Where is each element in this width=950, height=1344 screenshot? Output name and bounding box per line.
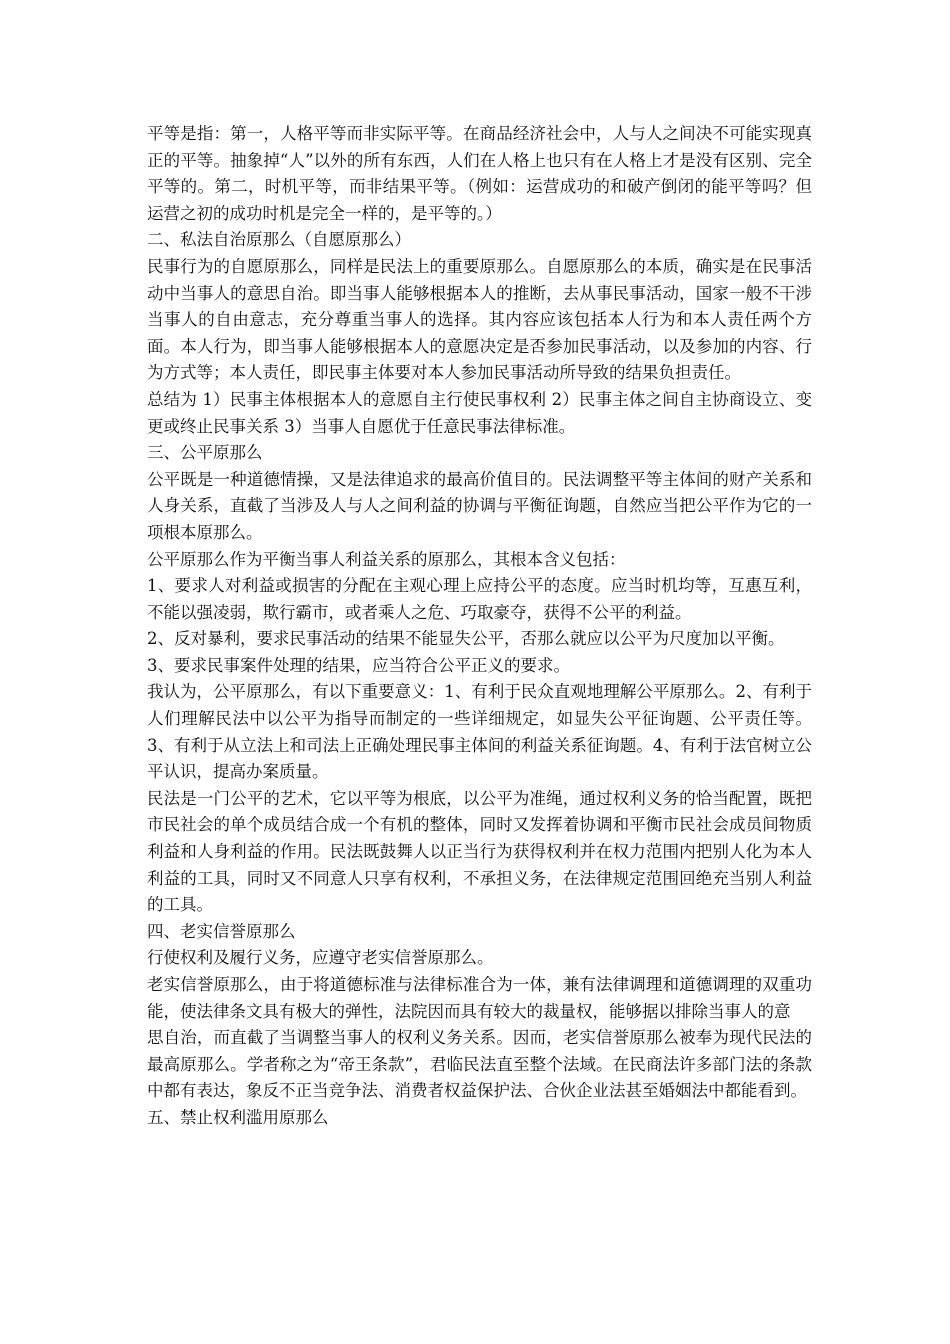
paragraph-fairness-meaning-intro: 公平原那么作为平衡当事人利益关系的原那么，其根本含义包括：: [147, 549, 626, 569]
paragraph-good-faith-rule: 行使权利及履行义务，应遵守老实信誉原那么。: [147, 948, 494, 968]
paragraph-voluntary-principle: 民事行为的自愿原那么，同样是民法上的重要原那么。自愿原那么的本质，确实是在民事活动中当事人的意思自治。即当事人能够根据本人的推断，去从事民事活动，国家一般不干涉当事人的自由意志，充分尊重当事人的选择。其内容应该包括本人行为和本人责任两个方面。本人行为，即当事人能够根据本人的意愿决定是否参加民事活动，以及参加的内容、行为方式等；本人责任，即民事主体要对本人参加民事活动所导致的结果负担责任。: [147, 256, 812, 383]
heading-good-faith: 四、老实信誉原那么: [147, 921, 296, 941]
heading-fairness-principle: 三、公平原那么: [147, 443, 263, 463]
list-item-fairness-3: 3、要求民事案件处理的结果，应当符合公平正义的要求。: [147, 655, 570, 675]
list-item-fairness-1: 1、要求人对利益或损害的分配在主观心理上应持公平的态度。应当时机均等，互惠互利，不能以强凌弱，欺行霸市，或者乘人之危、巧取豪夺，获得不公平的利益。: [147, 576, 812, 622]
paragraph-good-faith-function: 老实信誉原那么，由于将道德标准与法律标准合为一体，兼有法律调理和道德调理的双重功能，使法律条文具有极大的弹性，法院因而具有较大的裁量权，能够据以排除当事人的意: [147, 975, 812, 1021]
paragraph-fairness-value: 公平既是一种道德情操，又是法律追求的最高价值目的。民法调整平等主体间的财产关系和人身关系，直截了当涉及人与人之间利益的协调与平衡征询题，自然应当把公平作为它的一项根本原那么。: [147, 469, 812, 542]
paragraph-equality-definition: 平等是指：第一，人格平等而非实际平等。在商品经济社会中，人与人之间决不可能实现真正的平等。抽象掉“人”以外的所有东西，人们在人格上也只有在人格上才是没有区别、完全平等的。第二，时机平等，而非结果平等。（例如：运营成功的和破产倒闭的能平等吗？但运营之初的成功时机是完全一样的，是平等的。）: [147, 124, 812, 223]
paragraph-good-faith-status: 思自治，而直截了当调整当事人的权利义务关系。因而，老实信誉原那么被奉为现代民法的最高原那么。学者称之为“帝王条款”，君临民法直至整个法域。在民商法许多部门法的条款中都有表达，象反不正当竞争法、消费者权益保护法、合伙企业法甚至婚姻法中都能看到。: [147, 1028, 812, 1101]
heading-abuse-of-rights: 五、禁止权利滥用原那么: [147, 1107, 329, 1127]
heading-private-autonomy: 二、私法自治原那么（自愿原那么）: [147, 230, 411, 250]
document-body: [147, 121, 812, 1132]
list-item-fairness-2: 2、反对暴利，要求民事活动的结果不能显失公平，否那么就应以公平为尺度加以平衡。: [147, 629, 785, 649]
paragraph-fairness-significance: 我认为，公平原那么，有以下重要意义：1、有利于民众直观地理解公平原那么。2、有利于人们理解民法中以公平为指导而制定的一些详细规定，如显失公平征询题、公平责任等。3、有利于从立法上和司法上正确处理民事主体间的利益关系征询题。4、有利于法官树立公平认识，提高办案质量。: [147, 682, 812, 782]
paragraph-civil-law-art: 民法是一门公平的艺术，它以平等为根底，以公平为准绳，通过权利义务的恰当配置，既把市民社会的单个成员结合成一个有机的整体，同时又发挥着协调和平衡市民社会成员间物质利益和人身利益的作用。民法既鼓舞人以正当行为获得权利并在权力范围内把别人化为本人利益的工具，同时又不同意人只享有权利，不承担义务，在法律规定范围回绝充当别人利益的工具。: [147, 788, 812, 915]
paragraph-voluntary-summary: 总结为 1）民事主体根据本人的意愿自主行使民事权利 2）民事主体之间自主协商设立、变更或终止民事关系 3）当事人自愿优于任意民事法律标准。: [147, 389, 812, 436]
